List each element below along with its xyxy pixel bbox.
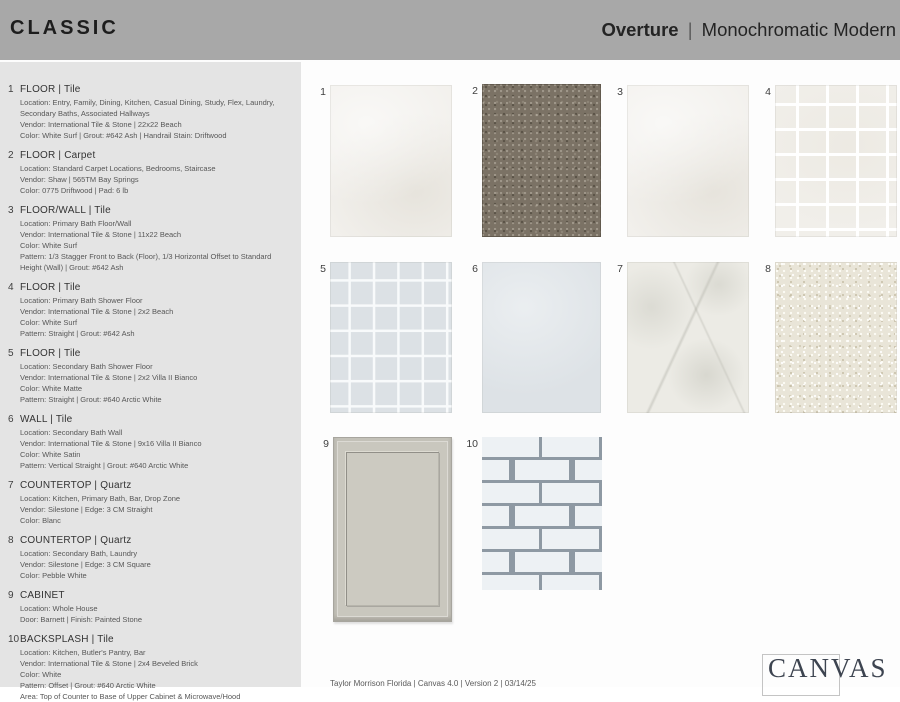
swatch-number-2: 2 bbox=[472, 85, 478, 97]
spec-item-detail: Vendor: Shaw | 565TM Bay Springs bbox=[20, 175, 139, 184]
canvas-logo: CANVAS bbox=[768, 653, 888, 683]
spec-item-detail: Color: White Surf | Grout: #642 Ash | Handrail Stain: Driftwood bbox=[20, 131, 227, 140]
spec-item-1 bbox=[0, 84, 301, 141]
spec-item-detail: Pattern: Straight | Grout: #642 Ash bbox=[20, 329, 135, 338]
spec-item-2 bbox=[0, 150, 301, 196]
spec-item-detail: Pattern: 1/3 Stagger Front to Back (Floor), 1/3 Horizontal Offset to Standard Height (Wall) | Grout: #642 Ash bbox=[20, 252, 272, 272]
swatch-number-4: 4 bbox=[765, 86, 771, 98]
spec-item-detail: Color: White Satin bbox=[20, 450, 81, 459]
swatch-number-7: 7 bbox=[617, 263, 623, 275]
swatch-floor-tile-beach-22x22 bbox=[330, 85, 452, 237]
spec-item-detail: Location: Secondary Bath Wall bbox=[20, 428, 123, 437]
spec-item-detail: Vendor: International Tile & Stone | 9x16 Villa II Bianco bbox=[20, 439, 202, 448]
spec-item-detail: Color: White Matte bbox=[20, 384, 83, 393]
swatch-number-5: 5 bbox=[320, 263, 326, 275]
spec-item-detail: Color: White bbox=[20, 670, 62, 679]
spec-item-detail: Location: Standard Carpet Locations, Bedrooms, Staircase bbox=[20, 164, 216, 173]
spec-item-detail: Door: Barnett | Finish: Painted Stone bbox=[20, 615, 143, 624]
swatch-number-1: 1 bbox=[320, 86, 326, 98]
spec-item-detail: Vendor: International Tile & Stone | 2x2 Beach bbox=[20, 307, 174, 316]
spec-item-detail: Color: Blanc bbox=[20, 516, 61, 525]
swatch-number-6: 6 bbox=[472, 263, 478, 275]
spec-item-number: 9 bbox=[8, 590, 14, 601]
swatch-number-9: 9 bbox=[323, 438, 329, 450]
spec-item-5 bbox=[0, 348, 301, 405]
spec-item-detail: Vendor: Silestone | Edge: 3 CM Square bbox=[20, 560, 151, 569]
swatch-wall-tile-bianco-9x16 bbox=[482, 262, 601, 413]
title-separator: | bbox=[687, 19, 693, 40]
spec-item-number: 10 bbox=[8, 634, 20, 645]
spec-item-title: FLOOR | Carpet bbox=[20, 150, 96, 161]
spec-item-number: 4 bbox=[8, 282, 14, 293]
spec-item-detail: Location: Kitchen, Butler's Pantry, Bar bbox=[20, 648, 146, 657]
spec-item-detail: Location: Kitchen, Primary Bath, Bar, Drop Zone bbox=[20, 494, 181, 503]
spec-item-title: FLOOR/WALL | Tile bbox=[20, 205, 111, 216]
spec-item-detail: Location: Primary Bath Floor/Wall bbox=[20, 219, 132, 228]
spec-item-detail: Location: Secondary Bath, Laundry bbox=[20, 549, 138, 558]
spec-item-number: 8 bbox=[8, 535, 14, 546]
spec-item-detail: Color: White Surf bbox=[20, 241, 78, 250]
spec-item-number: 2 bbox=[8, 150, 14, 161]
swatch-quartz-blanc bbox=[627, 262, 749, 413]
spec-item-detail: Pattern: Vertical Straight | Grout: #640 Arctic White bbox=[20, 461, 189, 470]
spec-item-number: 3 bbox=[8, 205, 14, 216]
spec-item-title: FLOOR | Tile bbox=[20, 282, 81, 293]
spec-item-title: COUNTERTOP | Quartz bbox=[20, 480, 132, 491]
swatch-number-3: 3 bbox=[617, 86, 623, 98]
spec-item-4 bbox=[0, 282, 301, 339]
spec-item-title: FLOOR | Tile bbox=[20, 84, 81, 95]
spec-item-detail: Vendor: International Tile & Stone | 22x22 Beach bbox=[20, 120, 182, 129]
spec-item-number: 1 bbox=[8, 84, 14, 95]
spec-item-detail: Vendor: International Tile & Stone | 2x4 Beveled Brick bbox=[20, 659, 198, 668]
spec-item-number: 6 bbox=[8, 414, 14, 425]
package-title bbox=[601, 19, 896, 41]
spec-item-detail: Vendor: International Tile & Stone | 2x2 Villa II Bianco bbox=[20, 373, 198, 382]
spec-item-number: 7 bbox=[8, 480, 14, 491]
spec-item-9 bbox=[0, 590, 301, 625]
spec-item-detail: Color: White Surf bbox=[20, 318, 78, 327]
spec-item-10 bbox=[0, 634, 301, 702]
spec-item-number: 5 bbox=[8, 348, 14, 359]
swatch-mosaic-tile-beach-2x2 bbox=[775, 85, 897, 237]
package-name: Overture bbox=[601, 19, 679, 40]
swatch-quartz-pebble-white bbox=[775, 262, 897, 413]
swatch-number-10: 10 bbox=[466, 438, 478, 450]
palette-name: Monochromatic Modern bbox=[701, 19, 896, 40]
spec-item-detail: Pattern: Offset | Grout: #640 Arctic White bbox=[20, 681, 156, 690]
spec-item-title: COUNTERTOP | Quartz bbox=[20, 535, 132, 546]
spec-item-detail: Location: Secondary Bath Shower Floor bbox=[20, 362, 153, 371]
spec-item-7 bbox=[0, 480, 301, 526]
swatch-backsplash-subway-tile bbox=[482, 437, 602, 590]
spec-item-title: WALL | Tile bbox=[20, 414, 73, 425]
spec-item-detail: Pattern: Straight | Grout: #640 Arctic White bbox=[20, 395, 162, 404]
spec-item-detail: Vendor: International Tile & Stone | 11x22 Beach bbox=[20, 230, 182, 239]
spec-item-detail: Location: Whole House bbox=[20, 604, 98, 613]
spec-item-3 bbox=[0, 205, 301, 273]
spec-item-title: FLOOR | Tile bbox=[20, 348, 81, 359]
swatch-carpet-driftwood bbox=[482, 84, 601, 237]
document-version-note: Taylor Morrison Florida | Canvas 4.0 | Version 2 | 03/14/25 bbox=[330, 679, 536, 688]
spec-item-detail: Location: Primary Bath Shower Floor bbox=[20, 296, 143, 305]
header-bar bbox=[0, 0, 900, 60]
cabinet-door-panel bbox=[346, 452, 439, 606]
spec-item-8 bbox=[0, 535, 301, 581]
spec-list bbox=[0, 62, 301, 701]
swatch-mosaic-tile-bianco-2x2 bbox=[330, 262, 452, 413]
swatch-cabinet-door-barnett bbox=[333, 437, 452, 622]
spec-item-detail: Color: Pebble White bbox=[20, 571, 87, 580]
spec-item-detail: Vendor: Silestone | Edge: 3 CM Straight bbox=[20, 505, 153, 514]
spec-item-title: CABINET bbox=[20, 590, 65, 601]
spec-item-detail: Location: Entry, Family, Dining, Kitchen, Casual Dining, Study, Flex, Laundry, Secondary Baths, Associated Hallways bbox=[20, 98, 275, 118]
spec-item-title: BACKSPLASH | Tile bbox=[20, 634, 114, 645]
spec-item-detail: Color: 0775 Driftwood | Pad: 6 lb bbox=[20, 186, 129, 195]
collection-title: CLASSIC bbox=[10, 17, 119, 39]
subway-tile-graphic bbox=[482, 437, 602, 590]
spec-item-detail: Area: Top of Counter to Base of Upper Cabinet & Microwave/Hood bbox=[20, 692, 241, 701]
swatch-floorwall-tile-beach-11x22 bbox=[627, 85, 749, 237]
swatch-number-8: 8 bbox=[765, 263, 771, 275]
spec-item-6 bbox=[0, 414, 301, 471]
